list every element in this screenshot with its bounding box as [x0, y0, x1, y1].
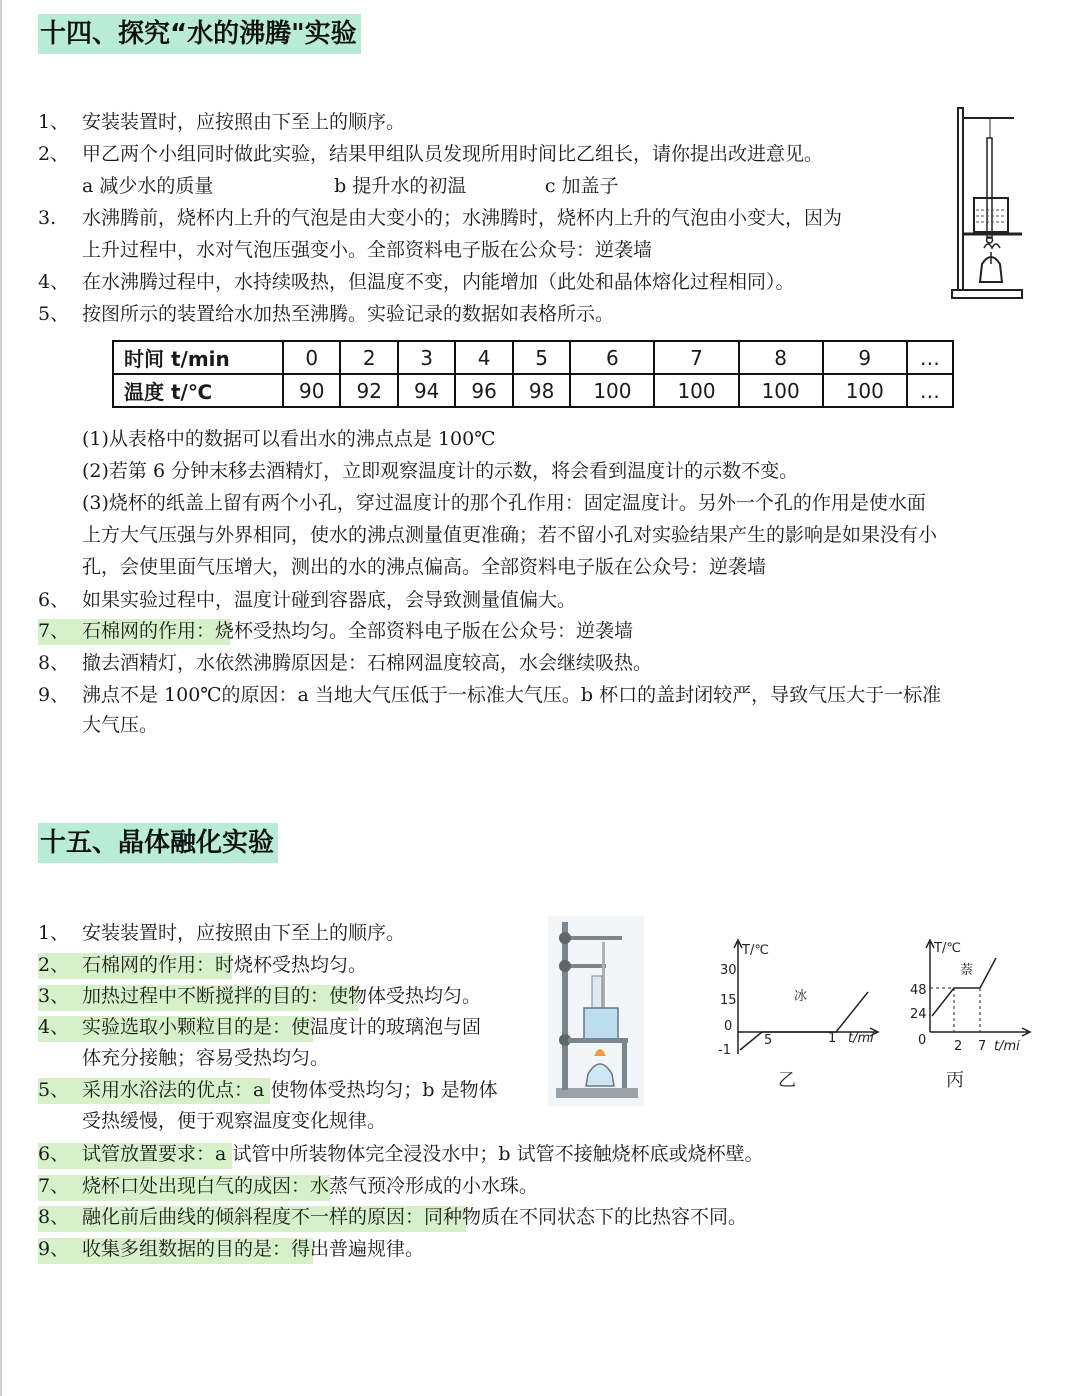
- item-text: [82, 1234, 424, 1264]
- table-cell: …: [907, 341, 953, 374]
- item-text: (2)若第 6 分钟末移去酒精灯，立即观察温度计的示数，将会看到温度计的示数不变。: [82, 460, 799, 482]
- graph-yi-ytick: 30: [720, 963, 737, 978]
- item-key: 收集多组数据的目的是：: [82, 1238, 292, 1260]
- item-value: 时烧杯受热均匀。: [215, 954, 368, 976]
- item-number: 2、: [38, 143, 70, 165]
- melting-apparatus-illustration: [548, 916, 644, 1106]
- item-text: 大气压。: [82, 714, 159, 736]
- item-number: 1、: [38, 922, 70, 944]
- item-key: 烧杯口处出现白气的成因：: [82, 1175, 311, 1197]
- item-text: [82, 616, 633, 646]
- item-key: 试管放置要求：: [82, 1143, 216, 1165]
- table-cell: 6: [570, 341, 654, 374]
- item-text: 如果实验过程中，温度计碰到容器底，会导致测量值偏大。: [82, 589, 577, 611]
- item-key: 实验选取小颗粒目的是：: [82, 1016, 292, 1038]
- item-text: [82, 1202, 747, 1232]
- graph-yi-xtick: 5: [764, 1033, 773, 1048]
- item-number: 6、: [38, 1143, 70, 1165]
- item-value: 烧杯受热均匀。全部资料电子版在公众号：逆袭墙: [215, 620, 634, 642]
- table-cell: 100: [654, 374, 738, 407]
- section-15-heading: 十五、晶体融化实验: [38, 823, 278, 863]
- item-number: 3、: [38, 985, 70, 1007]
- item-key: 石棉网的作用：: [82, 620, 216, 642]
- item-value: 使物体受热均匀。: [329, 985, 482, 1007]
- item-value: 安装装置时，应按照由下至上的顺序。: [82, 922, 406, 944]
- table-cell: 2: [340, 341, 397, 374]
- graph-yi-xtick: 1: [828, 1031, 837, 1046]
- graph-bing: [900, 934, 1040, 1094]
- item-value: a 试管中所装物体完全浸没水中；b 试管不接触烧杯底或烧杯壁。: [215, 1143, 764, 1165]
- table-cell: 4: [455, 341, 512, 374]
- graph-bing-ytick: 0: [918, 1033, 927, 1048]
- page-edge: [0, 0, 2, 1396]
- table-cell: 3: [398, 341, 455, 374]
- item-text: [82, 918, 405, 948]
- item-text: 沸点不是 100℃的原因：a 当地大气压低于一标准大气压。b 杯口的盖封闭较严，导致气压大于一标准: [82, 684, 942, 706]
- item-text: (1)从表格中的数据可以看出水的沸点点是 100℃: [82, 428, 496, 450]
- item-text: [82, 1043, 329, 1073]
- item-text: [82, 1139, 764, 1169]
- graph-bing-substance: 萘: [960, 963, 974, 978]
- table-header-time: 时间 t/min: [113, 341, 283, 374]
- item-text: [82, 950, 367, 980]
- item-value: 体充分接触；容易受热均匀。: [82, 1047, 330, 1069]
- graph-bing-xtick: 7: [978, 1039, 987, 1054]
- graph-yi-ytick: -1: [718, 1043, 731, 1058]
- item-text: 按图所示的装置给水加热至沸腾。实验记录的数据如表格所示。: [82, 303, 615, 325]
- item-value: a 使物体受热均匀；b 是物体: [253, 1079, 498, 1101]
- item-text: [82, 1106, 386, 1136]
- item-number: 2、: [38, 954, 70, 976]
- item-number: 7、: [38, 620, 70, 642]
- table-cell: 98: [513, 374, 570, 407]
- item-value: 水蒸气预冷形成的小水珠。: [310, 1175, 539, 1197]
- graph-bing-xlabel: t/mi: [994, 1039, 1020, 1054]
- item-key: 加热过程中不断搅拌的目的：: [82, 985, 330, 1007]
- item-text: [82, 981, 481, 1011]
- graph-bing-caption: 丙: [946, 1070, 964, 1091]
- graph-yi-caption: 乙: [778, 1070, 796, 1091]
- item-value: 同种物质在不同状态下的比热容不同。: [424, 1206, 748, 1228]
- boiling-apparatus-illustration: [948, 104, 1028, 302]
- item-text: 撤去酒精灯，水依然沸腾原因是：石棉网温度较高，水会继续吸热。: [82, 652, 653, 674]
- table-cell: 96: [455, 374, 512, 407]
- item-value: 受热缓慢，便于观察温度变化规律。: [82, 1110, 387, 1132]
- table-cell: 100: [823, 374, 907, 407]
- table-row-temp: [113, 374, 953, 407]
- item-value: 使温度计的玻璃泡与固: [291, 1016, 482, 1038]
- graph-yi-ytick: 15: [720, 993, 737, 1008]
- item-text: 在水沸腾过程中，水持续吸热，但温度不变，内能增加（此处和晶体熔化过程相同）。: [82, 271, 795, 293]
- item-text: 安装装置时，应按照由下至上的顺序。: [82, 111, 406, 133]
- item-key: 融化前后曲线的倾斜程度不一样的原因：: [82, 1206, 425, 1228]
- table-cell: 0: [283, 341, 340, 374]
- item-number: 9、: [38, 684, 70, 706]
- graph-yi-ylabel: T/℃: [742, 943, 769, 958]
- boiling-data-table: [112, 340, 954, 408]
- graph-yi-ytick: 0: [724, 1019, 733, 1034]
- graph-bing-ylabel: T/℃: [934, 941, 961, 956]
- item-text: 水沸腾前，烧杯内上升的气泡是由大变小的；水沸腾时，烧杯内上升的气泡由小变大，因为: [82, 207, 843, 229]
- graph-bing-ytick: 48: [910, 983, 927, 998]
- item-number: 8、: [38, 652, 70, 674]
- table-cell: 100: [739, 374, 823, 407]
- table-cell: 92: [340, 374, 397, 407]
- table-cell: 94: [398, 374, 455, 407]
- item-number: 6、: [38, 589, 70, 611]
- item-number: 4、: [38, 1016, 70, 1038]
- item-text: a 减少水的质量 b 提升水的初温 c 加盖子: [82, 175, 619, 197]
- table-cell: 9: [823, 341, 907, 374]
- item-number: 8、: [38, 1206, 70, 1228]
- item-number: 5、: [38, 1079, 70, 1101]
- item-text: [82, 1171, 538, 1201]
- graph-yi: [708, 934, 888, 1094]
- item-number: 3.: [38, 207, 57, 229]
- table-row-time: [113, 341, 953, 374]
- graph-bing-ytick: 24: [910, 1007, 927, 1022]
- item-key: 石棉网的作用：: [82, 954, 216, 976]
- table-cell: …: [907, 374, 953, 407]
- graph-yi-substance: 冰: [794, 989, 808, 1004]
- item-text: 孔，会使里面气压增大，测出的水的沸点偏高。全部资料电子版在公众号：逆袭墙: [82, 556, 767, 578]
- table-cell: 90: [283, 374, 340, 407]
- item-number: 1、: [38, 111, 70, 133]
- table-cell: 5: [513, 341, 570, 374]
- item-text: 甲乙两个小组同时做此实验，结果甲组队员发现所用时间比乙组长，请你提出改进意见。: [82, 143, 824, 165]
- item-number: 7、: [38, 1175, 70, 1197]
- item-text: (3)烧杯的纸盖上留有两个小孔，穿过温度计的那个孔作用：固定温度计。另外一个孔的作用是使水面: [82, 492, 926, 514]
- table-cell: 8: [739, 341, 823, 374]
- table-cell: 100: [570, 374, 654, 407]
- item-number: 4、: [38, 271, 70, 293]
- graph-yi-xlabel: t/mi: [848, 1031, 874, 1046]
- item-key: 采用水浴法的优点：: [82, 1079, 254, 1101]
- item-number: 9、: [38, 1238, 70, 1260]
- item-text: [82, 1012, 481, 1042]
- item-value: 得出普遍规律。: [291, 1238, 425, 1260]
- item-text: 上方大气压强与外界相同，使水的沸点测量值更准确；若不留小孔对实验结果产生的影响是如果没有小: [82, 524, 938, 546]
- graph-bing-xtick: 2: [954, 1039, 963, 1054]
- section-14-heading: 十四、探究“水的沸腾"实验: [38, 14, 361, 54]
- item-text: 上升过程中，水对气泡压强变小。全部资料电子版在公众号：逆袭墙: [82, 239, 653, 261]
- table-cell: 7: [654, 341, 738, 374]
- item-number: 5、: [38, 303, 70, 325]
- item-text: [82, 1075, 498, 1105]
- table-header-temp: 温度 t/℃: [113, 374, 283, 407]
